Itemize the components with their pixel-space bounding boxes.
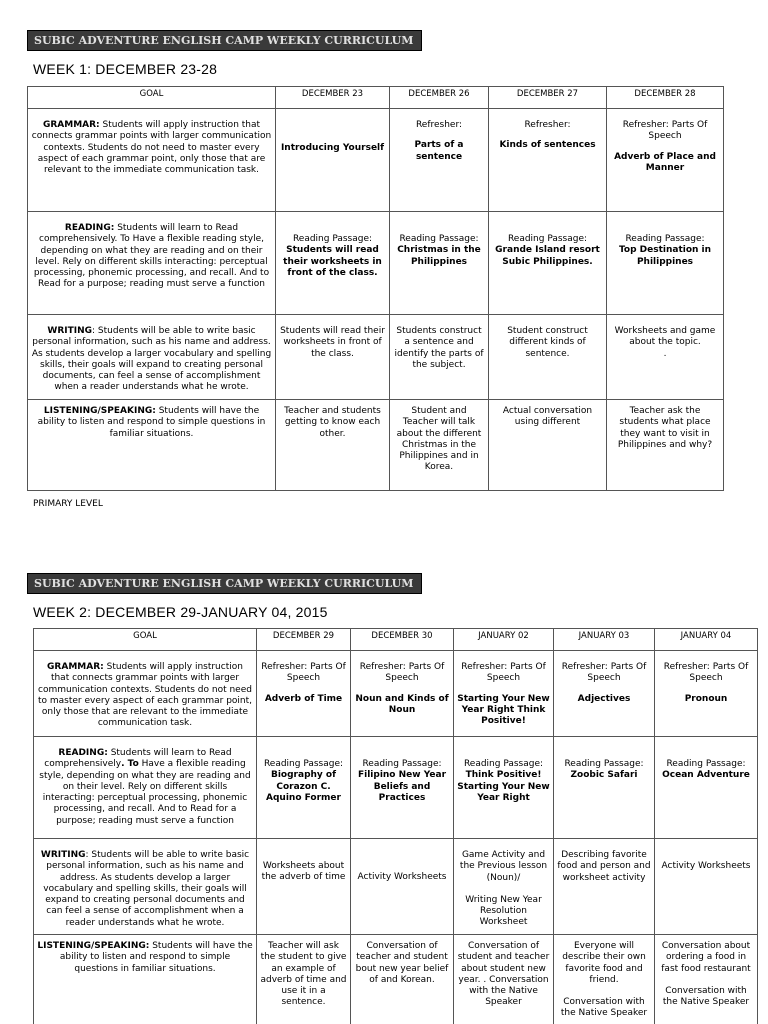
level-note: PRIMARY LEVEL xyxy=(33,499,103,509)
lesson-text: . xyxy=(663,348,667,359)
column-header: GOAL xyxy=(34,629,257,651)
lesson-text: Everyone will describe their own favorite food and friend. xyxy=(562,941,646,985)
week1-curriculum-table xyxy=(27,86,724,491)
lesson-label: Refresher: Parts Of Speech xyxy=(622,120,708,142)
lesson-cell xyxy=(257,651,351,737)
goal-text: : Students will be able to write basic personal information, such as his name and address. As students develop a larger vocabulary and spelling skills, their goals will expand to creating personal documents, can feel a sense of accomplishment when a reader understands what he wrote. xyxy=(31,326,272,393)
lesson-topic: Top Destination in Philippines xyxy=(618,245,712,267)
lesson-cell xyxy=(276,212,390,315)
lesson-cell xyxy=(554,737,655,839)
lesson-topic: Filipino New Year Beliefs and Practices xyxy=(357,770,447,803)
lesson-cell: Conversation of student and teacher about student new year. . Conversation with the Native Speaker xyxy=(454,935,554,1024)
lesson-cell xyxy=(655,651,758,737)
table-row-writing xyxy=(34,839,758,935)
goal-label: WRITING xyxy=(47,326,93,336)
lesson-label: Refresher: Parts Of Speech xyxy=(461,662,546,684)
column-header: DECEMBER 29 xyxy=(257,629,351,651)
lesson-cell: Student construct different kinds of sentence. xyxy=(489,315,607,400)
lesson-cell xyxy=(489,109,607,212)
goal-cell xyxy=(28,109,276,212)
lesson-topic: Starting Your New Year Right Think Positive! xyxy=(457,693,550,727)
lesson-cell xyxy=(489,212,607,315)
goal-text: Students will have the ability to listen and respond to simple questions in familiar situations. xyxy=(37,406,266,439)
lesson-label: Refresher: Parts Of Speech xyxy=(561,662,647,684)
column-header: DECEMBER 23 xyxy=(276,87,390,109)
lesson-label: Reading Passage: xyxy=(463,759,544,769)
lesson-cell: Conversation of teacher and student bout new year belief of and Korean. xyxy=(351,935,454,1024)
column-header: JANUARY 03 xyxy=(554,629,655,651)
lesson-text: Worksheets and game about the topic. xyxy=(614,326,716,348)
goal-text: Students will apply instruction that connects grammar points with larger communication contexts. Students do not need to master every aspect of each grammar point, only those that are relevant to the immediate communication task. xyxy=(31,120,272,176)
goal-text: Have a flexible reading style, depending on what they are reading and on their level. Rely on different skills interacting: perceptual processing, phonemic processing, and recall. And to Read for a purpose; reading must serve a function xyxy=(39,759,251,826)
goal-cell xyxy=(28,315,276,400)
goal-text: Students will apply instruction that connects grammar points with larger communication contexts. Students do not need to master every aspect of each grammar point, only those that are relevant to the immediate communication task. xyxy=(37,662,253,729)
lesson-cell xyxy=(454,651,554,737)
lesson-cell xyxy=(390,212,489,315)
lesson-cell xyxy=(351,651,454,737)
lesson-label: Refresher: Parts Of Speech xyxy=(261,662,346,684)
lesson-topic: Introducing Yourself xyxy=(280,143,385,153)
goal-cell xyxy=(34,651,257,737)
lesson-label: Reading Passage: xyxy=(263,759,344,769)
table-row-listening xyxy=(28,400,724,491)
week2-title: WEEK 2: DECEMBER 29-JANUARY 04, 2015 xyxy=(33,604,328,620)
lesson-label: Refresher: xyxy=(524,120,571,130)
lesson-cell xyxy=(554,651,655,737)
lesson-label: Reading Passage: xyxy=(507,234,588,244)
lesson-label: Reading Passage: xyxy=(362,759,442,769)
table-header-row xyxy=(28,87,724,109)
lesson-cell: Teacher will ask the student to give an example of adverb of time and use it in a sentence. xyxy=(257,935,351,1024)
lesson-topic: Parts of a sentence xyxy=(414,140,464,162)
lesson-topic: Biography of Corazon C. Aquino Former xyxy=(266,770,341,803)
lesson-label: Refresher: Parts Of Speech xyxy=(663,662,749,684)
goal-label: READING: xyxy=(58,748,108,758)
week2-curriculum-table xyxy=(33,628,758,1024)
goal-label: GRAMMAR: xyxy=(47,662,104,672)
lesson-topic: Grande Island resort Subic Philippines. xyxy=(495,245,600,267)
lesson-cell xyxy=(257,737,351,839)
lesson-text: Conversation with the Native Speaker xyxy=(662,985,750,1008)
lesson-cell xyxy=(351,737,454,839)
lesson-topic: Kinds of sentences xyxy=(499,140,596,151)
lesson-text: Conversation with the Native Speaker xyxy=(560,997,648,1019)
column-header: DECEMBER 27 xyxy=(489,87,607,109)
lesson-cell: Student and Teacher will talk about the different Christmas in the Philippines and in Korea. xyxy=(390,400,489,491)
lesson-topic: Think Positive! Starting Your New Year Right xyxy=(457,770,550,803)
goal-label: LISTENING/SPEAKING: xyxy=(43,406,156,416)
column-header: DECEMBER 30 xyxy=(351,629,454,651)
lesson-cell: Worksheets about the adverb of time xyxy=(257,839,351,935)
goal-label: READING: xyxy=(64,223,115,233)
lesson-topic: Christmas in the Philippines xyxy=(397,245,481,267)
goal-label: WRITING xyxy=(40,850,86,860)
goal-text: . To xyxy=(121,759,139,770)
lesson-topic: Noun and Kinds of Noun xyxy=(355,693,449,715)
lesson-cell: Teacher ask the students what place they want to visit in Philippines and why? xyxy=(607,400,724,491)
lesson-topic: Adverb of Time xyxy=(264,693,343,704)
lesson-text: Writing New Year Resolution Worksheet xyxy=(465,894,542,928)
goal-label: GRAMMAR: xyxy=(42,120,100,130)
goal-cell xyxy=(34,737,257,839)
lesson-topic: Ocean Adventure xyxy=(662,770,750,781)
column-header: DECEMBER 28 xyxy=(607,87,724,109)
lesson-cell xyxy=(607,109,724,212)
week1-title: WEEK 1: DECEMBER 23-28 xyxy=(33,61,218,77)
lesson-cell: Students construct a sentence and identify the parts of the subject. xyxy=(390,315,489,400)
lesson-cell xyxy=(607,315,724,400)
column-header: DECEMBER 26 xyxy=(390,87,489,109)
lesson-label: Reading Passage: xyxy=(399,234,479,244)
lesson-label: Refresher: xyxy=(415,120,463,130)
lesson-cell xyxy=(655,935,758,1024)
lesson-text: Game Activity and the Previous lesson (Noun)/ xyxy=(459,850,548,883)
lesson-cell xyxy=(655,737,758,839)
lesson-text: Conversation about ordering a food in fast food restaurant xyxy=(661,941,751,974)
goal-text: : Students will be able to write basic personal information, such as his name and address. As students develop a larger vocabulary and spelling skills, their goals will expand to creating personal documents and can feel a sense of accomplishment when a reader understands what he wrote. xyxy=(43,850,250,928)
lesson-topic: Pronoun xyxy=(684,693,728,704)
lesson-cell: Students will read their worksheets in front of the class. xyxy=(276,315,390,400)
lesson-cell: Actual conversation using different xyxy=(489,400,607,491)
table-row-reading xyxy=(34,737,758,839)
lesson-cell: Describing favorite food and person and worksheet activity xyxy=(554,839,655,935)
table-row-grammar xyxy=(34,651,758,737)
lesson-cell xyxy=(607,212,724,315)
lesson-cell xyxy=(454,737,554,839)
lesson-cell: Activity Worksheets xyxy=(655,839,758,935)
goal-text: Students will have the ability to listen and respond to simple questions in familiar situations. xyxy=(59,941,253,974)
table-row-grammar xyxy=(28,109,724,212)
table-row-reading xyxy=(28,212,724,315)
lesson-label: Reading Passage: xyxy=(625,234,705,244)
lesson-label: Refresher: Parts Of Speech xyxy=(359,662,445,684)
table-row-writing xyxy=(28,315,724,400)
goal-cell xyxy=(28,212,276,315)
goal-cell xyxy=(34,935,257,1024)
lesson-cell xyxy=(276,109,390,212)
goal-label: LISTENING/SPEAKING: xyxy=(37,941,150,951)
lesson-label: Reading Passage: xyxy=(564,759,644,769)
lesson-label: Reading Passage: xyxy=(292,234,373,244)
goal-text: Students will learn to Read comprehensively. To Have a flexible reading style, depending on what they are reading and on their level. Rely on different skills interacting: perceptual processing, phonemic processing, and recall. And to Read for a purpose; reading must serve a function xyxy=(33,223,270,290)
lesson-topic: Students will read their worksheets in front of the class. xyxy=(283,245,382,278)
curriculum-banner-week2: SUBIC ADVENTURE ENGLISH CAMP WEEKLY CURRICULUM xyxy=(27,573,422,594)
column-header: JANUARY 02 xyxy=(454,629,554,651)
lesson-cell xyxy=(454,839,554,935)
lesson-topic: Adjectives xyxy=(577,693,631,704)
table-row-listening xyxy=(34,935,758,1024)
table-header-row xyxy=(34,629,758,651)
column-header: JANUARY 04 xyxy=(655,629,758,651)
lesson-topic: Adverb of Place and Manner xyxy=(614,151,716,173)
goal-cell xyxy=(28,400,276,491)
curriculum-banner-week1: SUBIC ADVENTURE ENGLISH CAMP WEEKLY CURRICULUM xyxy=(27,30,422,51)
lesson-cell xyxy=(390,109,489,212)
lesson-cell: Teacher and students getting to know each other. xyxy=(276,400,390,491)
goal-cell xyxy=(34,839,257,935)
lesson-topic: Zoobic Safari xyxy=(570,770,638,781)
goal-text: Students will learn to Read comprehensively xyxy=(44,748,232,770)
lesson-cell xyxy=(554,935,655,1024)
column-header: GOAL xyxy=(28,87,276,109)
lesson-label: Reading Passage: xyxy=(666,759,746,769)
lesson-cell: Activity Worksheets xyxy=(351,839,454,935)
